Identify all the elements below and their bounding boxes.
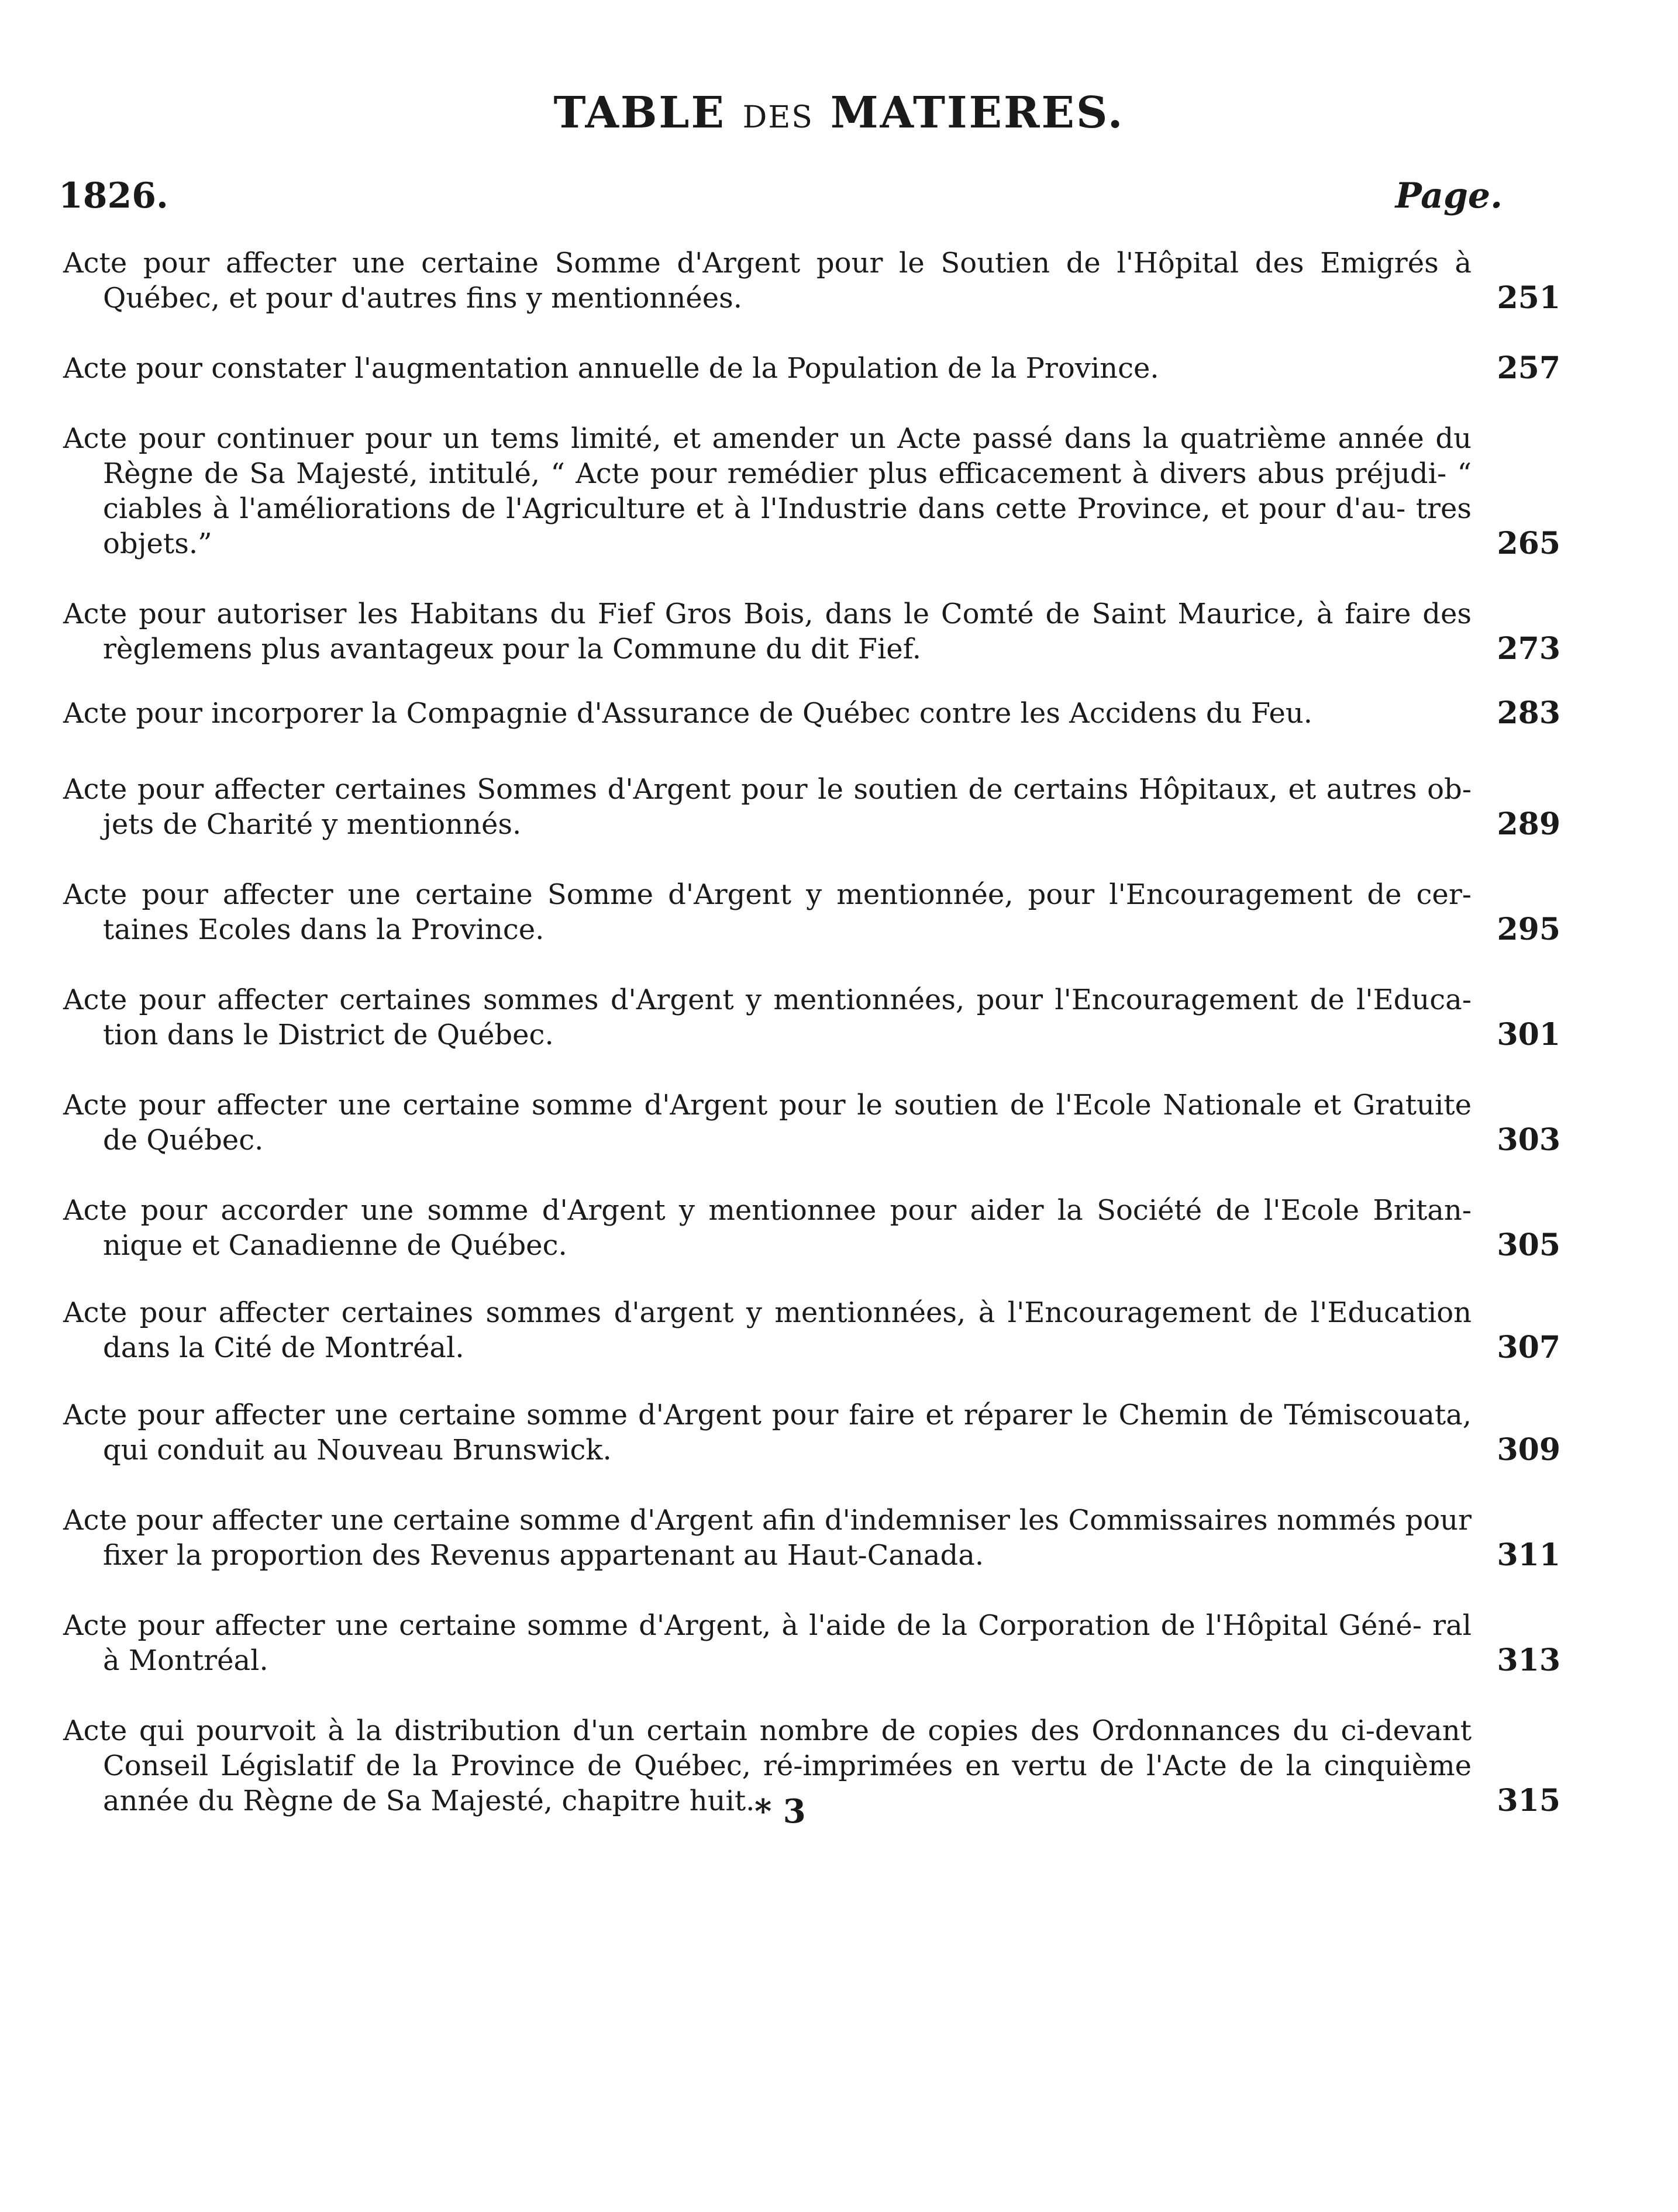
- page-column-header: Page.: [1395, 175, 1503, 216]
- page-title: [0, 88, 1678, 138]
- toc-entry-text: Acte pour autoriser les Habitans du Fief Gros Bois, dans le Comté de Saint Maurice, à faire des règlemens plus avantageux pour la Commune du dit Fief.: [63, 598, 1472, 665]
- toc-entry-page: 309: [1497, 1432, 1560, 1468]
- toc-entry-page: 251: [1497, 280, 1560, 316]
- toc-entry-text: Acte qui pourvoit à la distribution d'un certain nombre de copies des Ordonnances du ci-devant Conseil Législatif de la Province de Québec, ré-imprimées en vertu de l'Acte de la cinquième année du Règne de Sa Majesté, chapitre huit.: [63, 1714, 1472, 1817]
- toc-entry-page: 273: [1497, 631, 1560, 667]
- toc-entry-page: 295: [1497, 912, 1560, 947]
- toc-entry: [63, 596, 1560, 667]
- toc-entry: [63, 1608, 1560, 1678]
- title-part1: TABLE: [553, 88, 726, 138]
- toc-entry-page: 307: [1497, 1330, 1560, 1365]
- toc-entry-page: 283: [1497, 695, 1560, 731]
- year-label: 1826.: [58, 175, 168, 216]
- toc-entry-text: Acte pour accorder une somme d'Argent y mentionnee pour aider la Société de l'Ecole Britan- nique et Canadienne de Québec.: [63, 1194, 1472, 1262]
- toc-entry: [63, 421, 1560, 561]
- toc-entry: [63, 1295, 1560, 1365]
- toc-entry-page: 289: [1497, 806, 1560, 842]
- toc-entry: [63, 1503, 1560, 1573]
- toc-entry-page: 311: [1497, 1537, 1560, 1573]
- toc-entry-text: Acte pour affecter certaines sommes d'Argent y mentionnées, pour l'Encouragement de l'Educa- tion dans le District de Québec.: [63, 984, 1472, 1051]
- toc-entry-text: Acte pour continuer pour un tems limité, et amender un Acte passé dans la quatrième année du Règne de Sa Majesté, intitulé, “ Acte pour remédier plus efficacement à divers abus préjudi- “ ciables à l'améliorations de l'Agriculture et à l'Industrie dans cette Province, et pour d'au- tres objets.”: [63, 422, 1472, 560]
- toc-entry: [63, 877, 1560, 947]
- toc-entry: [63, 246, 1560, 316]
- toc-entry-page: 257: [1497, 350, 1560, 386]
- toc-entry-text: Acte pour affecter une certaine somme d'Argent, à l'aide de la Corporation de l'Hôpital Géné- ral à Montréal.: [63, 1609, 1472, 1677]
- toc-entry: [63, 1397, 1560, 1468]
- toc-entry-text: Acte pour affecter une certaine Somme d'Argent y mentionnée, pour l'Encouragement de cer- taines Ecoles dans la Province.: [63, 878, 1472, 946]
- toc-entry: [63, 982, 1560, 1052]
- toc-entry-text: Acte pour affecter certaines sommes d'argent y mentionnées, à l'Encouragement de l'Education dans la Cité de Montréal.: [63, 1296, 1472, 1364]
- toc-entry: [63, 351, 1560, 386]
- title-small: DES: [742, 100, 814, 135]
- toc-entry-page: 313: [1497, 1642, 1560, 1678]
- toc-entry-page: 265: [1497, 526, 1560, 561]
- toc-entry: [63, 1713, 1560, 1818]
- toc-entry-page: 301: [1497, 1017, 1560, 1052]
- toc-entry-text: Acte pour affecter une certaine somme d'Argent pour faire et réparer le Chemin de Témiscouata, qui conduit au Nouveau Brunswick.: [63, 1399, 1472, 1466]
- toc-entry: [63, 696, 1560, 731]
- toc-entry-text: Acte pour affecter une certaine somme d'Argent pour le soutien de l'Ecole Nationale et Gratuite de Québec.: [63, 1089, 1472, 1157]
- toc-entry-page: 303: [1497, 1122, 1560, 1158]
- toc-entry-text: Acte pour affecter certaines Sommes d'Argent pour le soutien de certains Hôpitaux, et autres ob- jets de Charité y mentionnés.: [63, 773, 1472, 841]
- toc-entry: [63, 1088, 1560, 1158]
- toc-entry-text: Acte pour affecter une certaine Somme d'Argent pour le Soutien de l'Hôpital des Emigrés à Québec, et pour d'autres fins y mentionnées.: [63, 247, 1472, 315]
- toc-entry-text: Acte pour incorporer la Compagnie d'Assurance de Québec contre les Accidens du Feu.: [63, 697, 1313, 730]
- toc-entry-page: 315: [1497, 1783, 1560, 1818]
- toc-entry: [63, 1193, 1560, 1263]
- toc-entry-text: Acte pour affecter une certaine somme d'Argent afin d'indemniser les Commissaires nommés pour fixer la proportion des Revenus appartenant au Haut-Canada.: [63, 1504, 1472, 1572]
- signature-mark: * 3: [754, 1792, 806, 1831]
- toc-entry: [63, 772, 1560, 842]
- toc-entry-page: 305: [1497, 1227, 1560, 1263]
- toc-entry-text: Acte pour constater l'augmentation annuelle de la Population de la Province.: [63, 352, 1159, 385]
- title-part2: MATIERES.: [830, 88, 1125, 138]
